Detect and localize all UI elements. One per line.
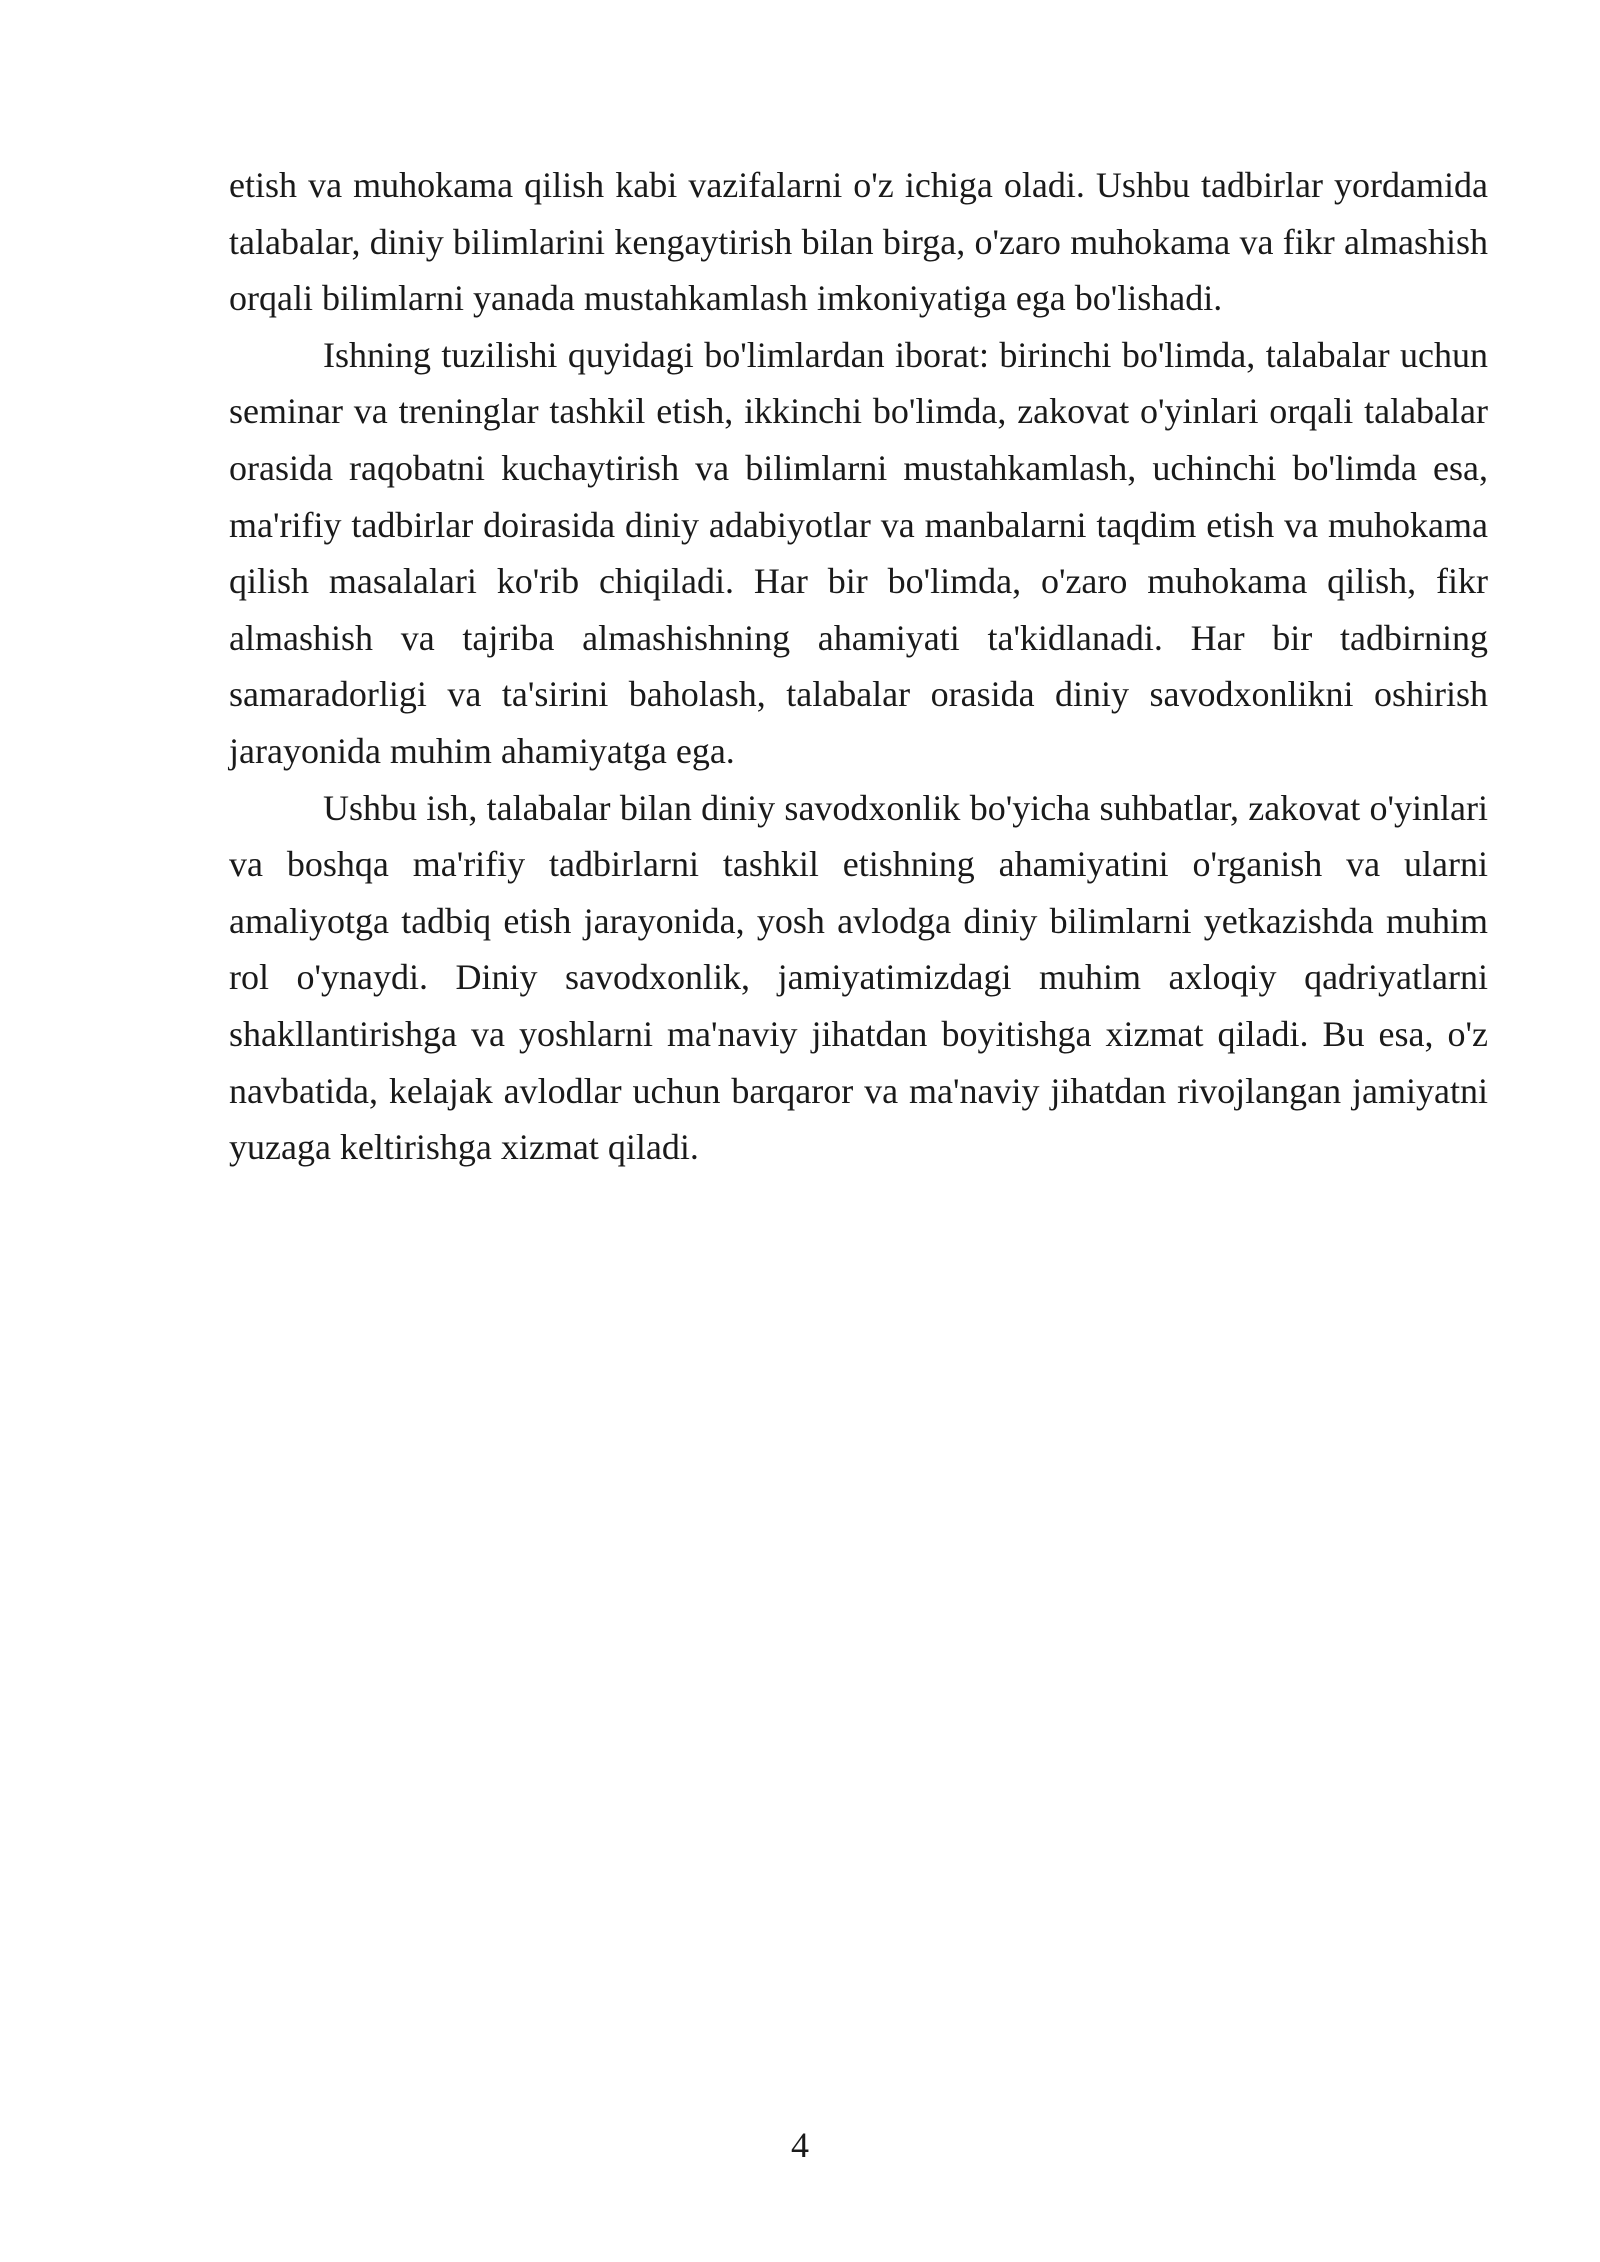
paragraph-structure: Ishning tuzilishi quyidagi bo'limlardan iborat: birinchi bo'limda, talabalar uchun seminar va treninglar tashkil etish, ikkinchi bo'limda, zakovat o'yinlari orqali talabalar orasida raqobatni kuchaytirish va bilimlarni mustahkamlash, uchinchi bo'limda esa, ma'rifiy tadbirlar doirasida diniy adabiyotlar va manbalarni taqdim etish va muhokama qilish masalalari ko'rib chiqiladi. Har bir bo'limda, o'zaro muhokama qilish, fikr almashish va tajriba almashishning ahamiyati ta'kidlanadi. Har bir tadbirning samaradorligi va ta'sirini baholash, talabalar orasida diniy savodxonlikni oshirish jarayonida muhim ahamiyatga ega. [229,334,1488,771]
page-number: 4 [791,2125,809,2165]
paragraph-continuation: etish va muhokama qilish kabi vazifalarni o'z ichiga oladi. Ushbu tadbirlar yordamida talabalar, diniy bilimlarini kengaytirish bilan birga, o'zaro muhokama va fikr almashish orqali bilimlarni yanada mustahkamlash imkoniyatiga ega bo'lishadi. [229,165,1488,319]
body-text [229,157,1488,1176]
paragraph-conclusion: Ushbu ish, talabalar bilan diniy savodxonlik bo'yicha suhbatlar, zakovat o'yinlari va boshqa ma'rifiy tadbirlarni tashkil etishning ahamiyatini o'rganish va ularni amaliyotga tadbiq etish jarayonida, yosh avlodga diniy bilimlarni yetkazishda muhim rol o'ynaydi. Diniy savodxonlik, jamiyatimizdagi muhim axloqiy qadriyatlarni shakllantirishga va yoshlarni ma'naviy jihatdan boyitishga xizmat qiladi. Bu esa, o'z navbatida, kelajak avlodlar uchun barqaror va ma'naviy jihatdan rivojlangan jamiyatni yuzaga keltirishga xizmat qiladi. [229,787,1488,1168]
